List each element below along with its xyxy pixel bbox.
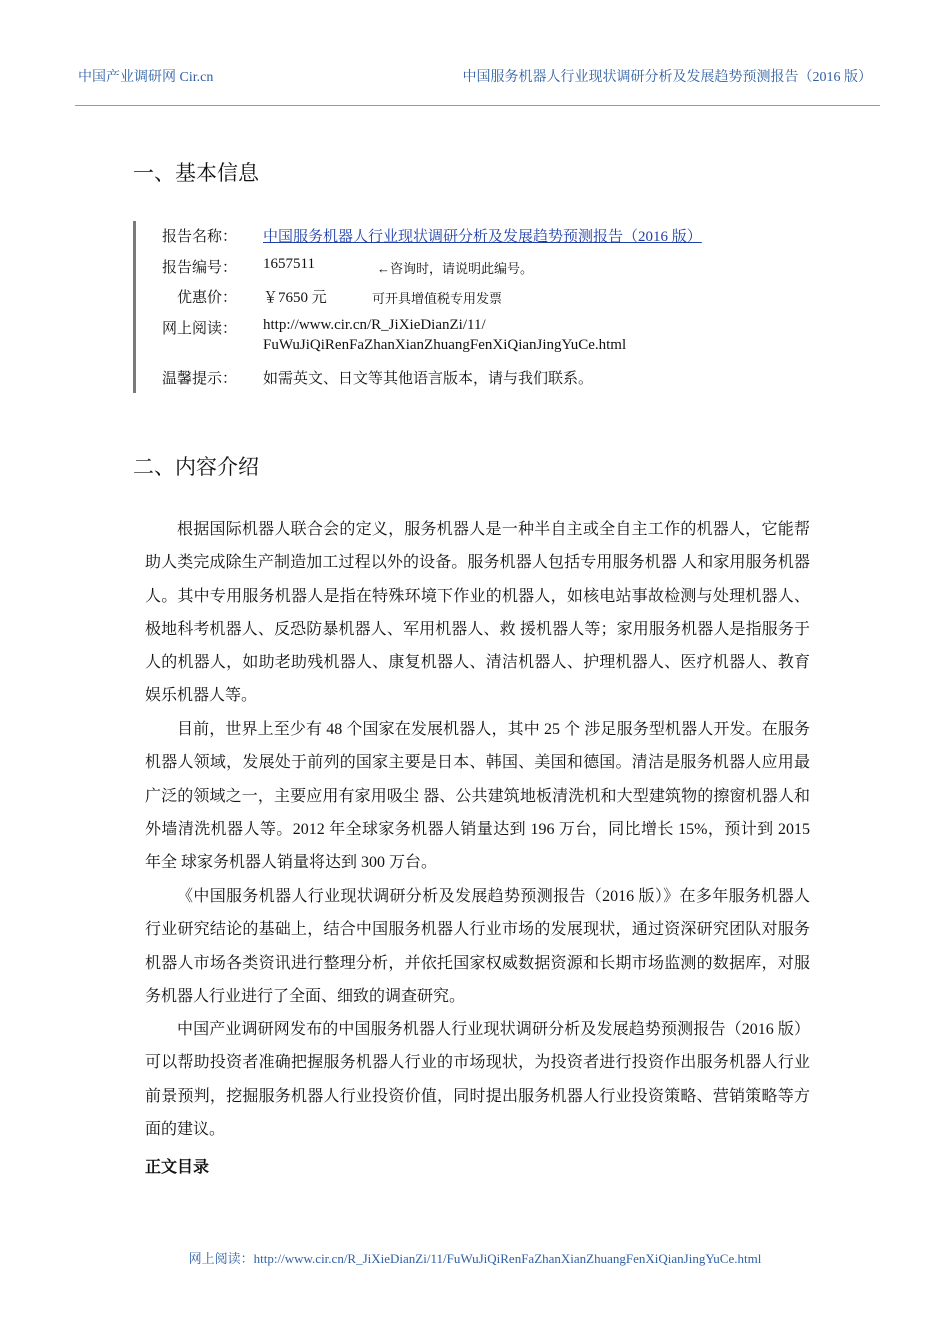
price-note: 可开具增值税专用发票 (372, 291, 503, 306)
report-id-value: 1657511 (263, 256, 315, 272)
report-id-label: 报告编号： (161, 260, 237, 276)
page-footer-url[interactable]: 网上阅读：http://www.cir.cn/R_JiXieDianZi/11/FuWuJiQiRenFaZhanXianZhuangFenXiQianJingYuCe.html (188, 1251, 762, 1266)
tip-value: 如需英文、日文等其他语言版本，请与我们联系。 (263, 371, 594, 387)
intro-paragraph-3: 《中国服务机器人行业现状调研分析及发展趋势预测报告（2016 版）》在多年服务机器人行业研究结论的基础上，结合中国服务机器人行业市场的发展现状，通过资深研究团队对服务机器人市场各类资讯进行整理分析，并依托国家权威数据资源和长期市场监测的数据库，对服务机器人行业进行了全面、细致的调查研究。 (145, 888, 810, 1005)
toc-title: 正文目录 (145, 1157, 210, 1176)
header-divider (75, 105, 880, 106)
report-id-note: ←咨询时，请说明此编号。 (377, 261, 534, 276)
tip-label: 温馨提示： (161, 371, 237, 387)
price-label: 优惠价： (176, 290, 237, 306)
intro-paragraph-1: 根据国际机器人联合会的定义，服务机器人是一种半自主或全自主工作的机器人，它能帮助人类完成除生产制造加工过程以外的设备。服务机器人包括专用服务机器 人和家用服务机器人。其中专用服务机器人是指在特殊环境下作业的机器人，如核电站事故检测与处理机器人、极地科考机器人、反恐防暴机器人、军用机器人、救 援机器人等；家用服务机器人是指服务于人的机器人，如助老助残机器人、康复机器人、清洁机器人、护理机器人、医疗机器人、教育娱乐机器人等。 (145, 521, 810, 705)
intro-paragraph-2: 目前，世界上至少有 48 个国家在发展机器人，其中 25 个 涉足服务型机器人开发。在服务机器人领域，发展处于前列的国家主要是日本、韩国、美国和德国。清洁是服务机器人应用最广泛的领域之一，主要应用有家用吸尘 器、公共建筑地板清洗机和大型建筑物的擦窗机器人和外墙清洗机器人等。2012 年全球家务机器人销量达到 196 万台，同比增长 15%，预计到 2015 年全 球家务机器人销量将达到 300 万台。 (145, 721, 810, 872)
report-title-header: 中国服务机器人行业现状调研分析及发展趋势预测报告（2016 版） (462, 70, 872, 85)
intro-paragraph-4: 中国产业调研网发布的中国服务机器人行业现状调研分析及发展趋势预测报告（2016 版）可以帮助投资者准确把握服务机器人行业的市场现状，为投资者进行投资作出服务机器人行业前景预判，挖掘服务机器人行业投资价值，同时提出服务机器人行业投资策略、营销策略等方面的建议。 (145, 1021, 810, 1138)
online-read-url-line1[interactable]: http://www.cir.cn/R_JiXieDianZi/11/ (263, 317, 486, 333)
page-header (75, 66, 880, 88)
basic-info-box (133, 221, 836, 393)
section-basic-info-title: 一、基本信息 (133, 161, 259, 185)
report-name-label: 报告名称： (161, 229, 237, 245)
report-name-link[interactable]: 中国服务机器人行业现状调研分析及发展趋势预测报告（2016 版） (263, 229, 702, 245)
site-name[interactable]: 中国产业调研网 Cir.cn (78, 70, 214, 85)
online-read-url-line2[interactable]: FuWuJiQiRenFaZhanXianZhuangFenXiQianJingYuCe.html (263, 337, 627, 353)
price-value: ￥7650 元 (263, 290, 327, 306)
online-read-label: 网上阅读： (161, 321, 237, 337)
section-content-intro-title: 二、内容介绍 (133, 455, 259, 479)
